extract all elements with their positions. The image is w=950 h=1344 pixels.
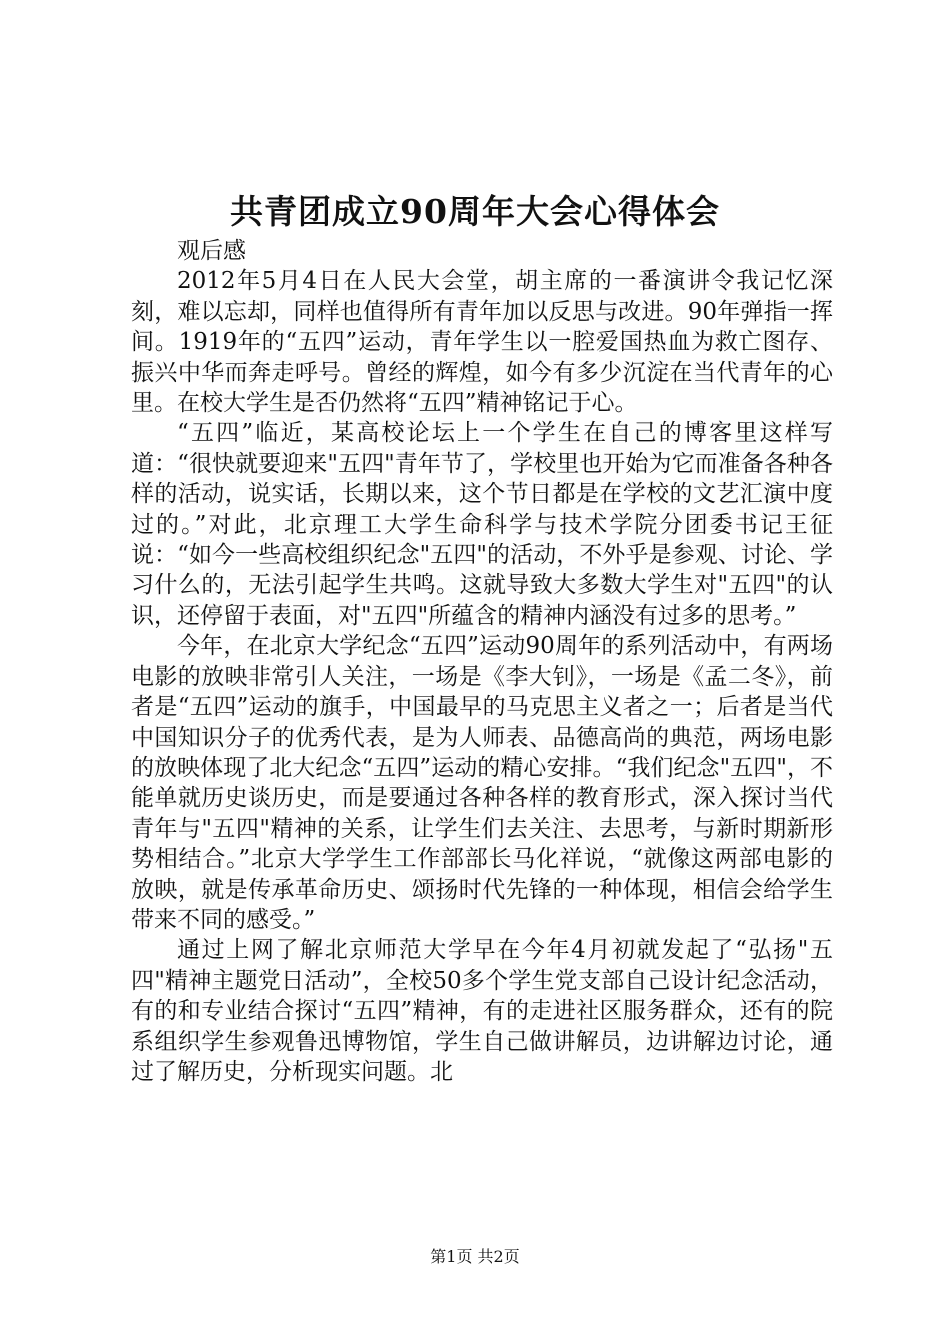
page-number-footer: 第1页 共2页 bbox=[430, 1247, 520, 1266]
paragraph: “五四”临近，某高校论坛上一个学生在自己的博客里这样写道：“很快就要迎来"五四"青年节了，学校里也开始为它而准备各种各样的活动，说实话，长期以来，这个节日都是在学校的文艺汇演中度过的。”对此，北京理工大学生命科学与技术学院分团委书记王征说：“如今一些高校组织纪念"五四"的活动，不外乎是参观、讨论、学习什么的，无法引起学生共鸣。这就导致大多数大学生对"五四"的认识，还停留于表面，对"五四"所蕴含的精神内涵没有过多的思考。” bbox=[131, 420, 833, 629]
subtitle: 观后感 bbox=[177, 238, 246, 264]
paragraph: 今年，在北京大学纪念“五四”运动90周年的系列活动中，有两场电影的放映非常引人关注，一场是《李大钊》，一场是《孟二冬》，前者是“五四”运动的旗手，中国最早的马克思主义者之一；后者是当代中国知识分子的优秀代表，是为人师表、品德高尚的典范，两场电影的放映体现了北大纪念“五四”运动的精心安排。“我们纪念"五四"，不能单就历史谈历史，而是要通过各种各样的教育形式，深入探讨当代青年与"五四"精神的关系，让学生们去关注、去思考，与新时期新形势相结合。”北京大学学生工作部部长马化祥说，“就像这两部电影的放映，就是传承革命历史、颂扬时代先锋的一种体现，相信会给学生带来不同的感受。” bbox=[131, 633, 833, 933]
paragraph: 通过上网了解北京师范大学早在今年4月初就发起了“弘扬"五四"精神主题党日活动”，全校50多个学生党支部自己设计纪念活动，有的和专业结合探讨“五四”精神，有的走进社区服务群众，还有的院系组织学生参观鲁迅博物馆，学生自己做讲解员，边讲解边讨论，通过了解历史，分析现实问题。北 bbox=[131, 937, 833, 1085]
document-title: 共青团成立90周年大会心得体会 bbox=[230, 192, 720, 231]
document-body bbox=[131, 236, 833, 1087]
paragraph: 2012年5月4日在人民大会堂，胡主席的一番演讲令我记忆深刻，难以忘却，同样也值得所有青年加以反思与改进。90年弹指一挥间。1919年的“五四”运动，青年学生以一腔爱国热血为救亡图存、振兴中华而奔走呼号。曾经的辉煌，如今有多少沉淀在当代青年的心里。在校大学生是否仍然将“五四”精神铭记于心。 bbox=[131, 268, 833, 417]
